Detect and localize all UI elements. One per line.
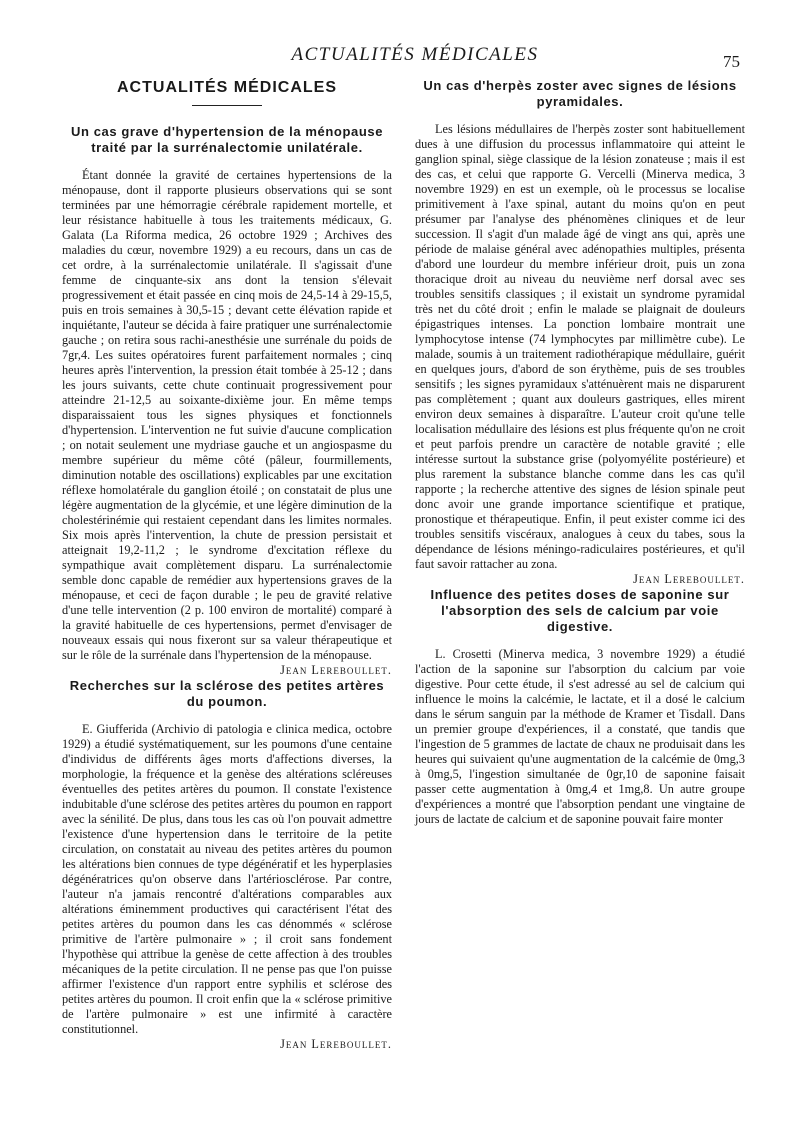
right-column [415,78,745,827]
article-paragraph: Étant donnée la gravité de certaines hypertensions de la ménopause, dont il rapporte plusieurs observations qui se sont terminées par une hémorragie cérébrale rapidement mortelle, et leur résistance habituelle à tous les traitements médicaux, G. Galata (La Riforma medica, 26 octobre 1929 ; Archives des maladies du cœur, novembre 1929) a eu recours, dans un cas de cet ordre, à la surrénalectomie unilatérale. Il s'agissait d'une femme de cinquante-six ans dont la tension s'élevait progressivement et était passée en cinq mois de 24,5-14 à 29-15,5, puis en trois semaines à 30,5-15 ; devant cette élévation rapide et inquiétante, l'auteur se décida à faire pratiquer une surrénalectomie gauche ; on retira sous rachi-anesthésie une surrénale du poids de 7gr,4. Les suites opératoires furent parfaitement normales ; cinq heures après l'intervention, la pression était tombée à 25-12 ; dans les jours suivants, cette chute continuait progressivement pour atteindre 21-12,5 au soixante-dixième jour. En même temps disparaissaient tous les signes physiques et fonctionnels d'hypertension. L'intervention ne fut suivie d'aucune complication ; on notait seulement une mydriase gauche et un angiospasme du membre supérieur du même côté (pâleur, fourmillements, diminution notable des oscillations) explicables par une excitation réflexe homolatérale du ganglion étoilé ; on constatait de plus une légère augmentation de la glycémie, et une légère diminution de la cholestérinémie qui restaient cependant dans les limites normales. Six mois après l'intervention, la chute de pression persistait et atteignait 19,2-11,2 ; le syndrome d'excitation réflexe du sympathique avait complètement disparu. La surrénalectomie semble donc capable de remédier aux hypertensions graves de la ménopause, et ceci de façon durable ; le peu de gravité relative d'une telle intervention (2 p. 100 environ de mortalité) comparé à la gravité habituelle de ces hypertensions, permet d'envisager de nouveaux essais qui nous fixeront sur sa valeur thérapeutique et sur le rôle de la surrénale dans l'hypertension de la ménopause. [62,168,392,662]
article-paragraph: L. Crosetti (Minerva medica, 3 novembre 1929) a étudié l'action de la saponine sur l'absorption du calcium par voie digestive. Pour cette étude, il s'est adressé au sel de calcium qui influence le moins la calcémie, le lactate, et il a dosé le calcium dans le sérum sanguin par la méthode de Kramer et Tisdall. Dans un premier groupe d'expériences, il a constaté, que tandis que l'ingestion de 5 grammes de lactate de chaux ne produisait dans les heures qui suivaient qu'une augmentation de la calcémie de 0mg,3 à 0mg,5, l'ingestion simultanée de 0gr,10 de saponine faisait passer cette augmentation à 0mg,4 et 1mg,8. Un autre groupe d'expériences a montré que l'absorption pendant une vingtaine de jours de lactate de calcium et de saponine pouvait faire monter [415,647,745,826]
left-column [62,78,392,1052]
article-title-herpes: Un cas d'herpès zoster avec signes de lésions pyramidales. [423,78,737,109]
article-title-sclerose: Recherches sur la sclérose des petites artères du poumon. [69,678,385,709]
article-signature: Jean Lereboullet. [280,663,392,677]
section-title: ACTUALITÉS MÉDICALES [117,79,337,96]
title-rule [192,105,262,106]
article-signature: Jean Lereboullet. [280,1037,392,1051]
article-title-saponine: Influence des petites doses de saponine sur l'absorption des sels de calcium par voie digestive. [430,587,730,634]
article-title-hypertension: Un cas grave d'hypertension de la ménopause traité par la surrénalectomie unilatérale. [70,124,384,155]
article-paragraph: Les lésions médullaires de l'herpès zoster sont habituellement dues à une diffusion du processus inflammatoire qui atteint le ganglion spinal, siège classique de la lésion zonateuse ; mais il est des cas, et celui que rapporte G. Vercelli (Minerva medica, 3 novembre 1929) en est un exemple, où le processus se localise primitivement à l'axe spinal, autant du moins qu'on en peut présumer par l'analyse des phénomènes cliniques et de leur succession. Il s'agit d'un malade âgé de vingt ans qui, après une période de malaise général avec adénopathies multiples, présenta d'abord une lourdeur du membre inférieur droit, puis un zona thoracique droit au niveau du neuvième nerf dorsal avec ses troubles sensitifs classiques ; il existait un syndrome pyramidal très net du côté droit ; enfin le malade se plaignait de douleurs épigastriques intenses. La ponction lombaire montrait une lymphocytose intense (74 lymphocytes par millimètre cube). Le malade, soumis à un traitement radiothérapique médullaire, guérit en quelques jours, d'abord de son érythème, puis de ses troubles sensitifs ; les signes pyramidaux s'atténuèrent mais ne disparurent pas complètement ; quant aux douleurs gastriques, elles mirent environ deux semaines à disparaître. L'auteur croit qu'une telle localisation médullaire des lésions est plus fréquente qu'on ne croit et peut parfois prendre un caractère de notable gravité ; elle intéresse surtout la substance grise (polyomyélite postérieure) et plus rarement la substance blanche comme dans les cas qu'il rapporte ; la recherche attentive des signes de lésion spinale peut donc avoir une grande importance scientifique et pratique, pronostique et thérapeutique. Enfin, il peut exister comme ici des troubles sensitifs viscéraux, analogues à ceux du tabes, sous la dépendance de lésions méningo-radiculaires postérieures, et qu'il faut savoir rattacher au zona. [415,122,745,571]
page-number: 75 [723,52,740,71]
running-title: ACTUALITÉS MÉDICALES [291,44,539,65]
running-header [0,40,800,70]
article-signature: Jean Lereboullet. [633,572,745,586]
article-paragraph: E. Giufferida (Archivio di patologia e clinica medica, octobre 1929) a étudié systématiquement, sur les poumons d'une centaine d'individus de différents âges morts d'affections diverses, la morphologie, la fréquence et la genèse des altérations scléreuses éventuelles des petites artères du poumon. Il constate l'existence indubitable d'une sclérose des petites artères du poumon en rapport avec la sénilité. De plus, dans tous les cas où l'on pouvait admettre l'existence d'une hypertension dans le territoire de la petite circulation, on constatait au niveau des petites artères du poumon les altérations bien connues de type dégénératif et les hyperplasies dégénératrices qu'on observe dans l'artériosclérose. Par contre, l'auteur n'a jamais rencontré d'altérations comparables aux altérations éminemment productives qui caractérisent l'état des petites artères du poumon dans les cas dénommés « sclérose primitive de l'artère pulmonaire » ; il croit sans fondement l'hypothèse qui attribue la genèse de cette affection à des troubles mécaniques de la petite circulation. Il ne pense pas que l'on puisse affirmer l'existence d'un rapport entre syphilis et sclérose des petites artères du poumon. Il croit enfin que la « sclérose primitive de l'artère pulmonaire » est une infirmité à caractère constitutionnel. [62,722,392,1036]
